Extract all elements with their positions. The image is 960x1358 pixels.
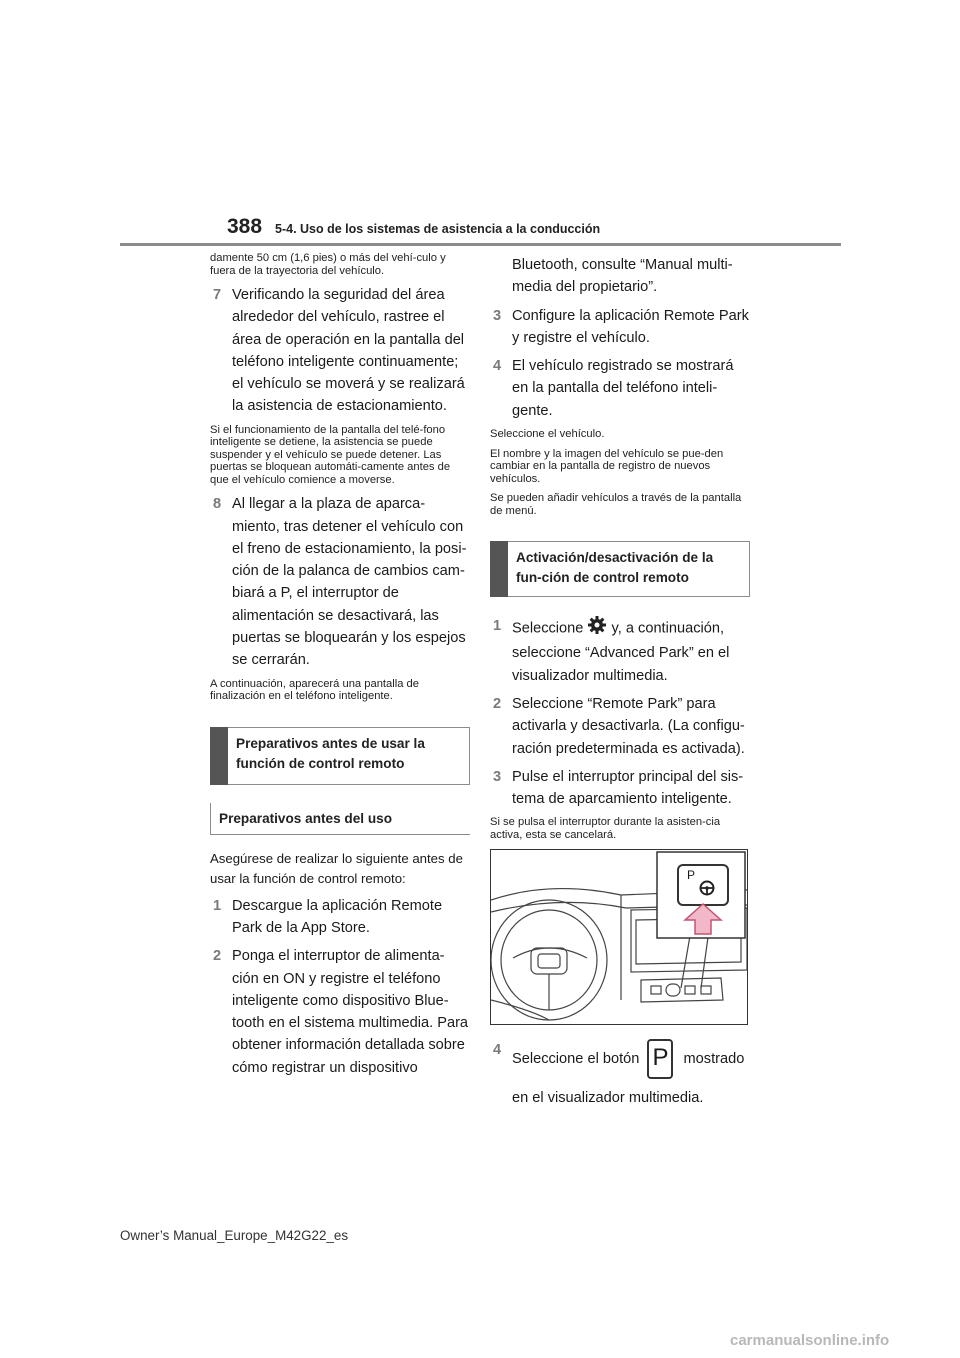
heading-bar bbox=[210, 727, 228, 785]
heading-bar bbox=[490, 541, 508, 597]
step-number: 4 bbox=[493, 358, 502, 375]
act-step-1 bbox=[490, 615, 750, 687]
park-assist-key-icon bbox=[677, 864, 729, 906]
key-label: P bbox=[687, 868, 696, 883]
subheading-preparativos-uso: Preparativos antes del uso bbox=[210, 803, 470, 835]
dashboard-illustration bbox=[490, 849, 748, 1025]
step-text-after: mostrado bbox=[683, 1051, 745, 1068]
step-7 bbox=[210, 284, 470, 418]
step-text: Ponga el interruptor de alimenta-ción en ON y registre el teléfono inteligente como dispositivo Blue-tooth en el sistema multimedia. Para obtener información detallada sobre cómo registrar un dispositivo bbox=[232, 948, 469, 1076]
watermark: carmanualsonline.info bbox=[730, 1332, 890, 1349]
arrow-up-icon bbox=[683, 902, 723, 941]
page-number: 388 bbox=[227, 215, 263, 238]
header-rule bbox=[120, 243, 841, 246]
note-cancel-assist: Si se pulsa el interruptor durante la asisten-cia activa, esta se cancelará. bbox=[490, 816, 721, 841]
step-text-before: Seleccione el botón bbox=[512, 1051, 640, 1068]
prep-step-3 bbox=[490, 305, 750, 350]
steering-wheel-icon bbox=[699, 880, 715, 901]
step-text-before: Seleccione bbox=[512, 620, 584, 637]
act-step-4 bbox=[490, 1039, 750, 1109]
heading-text: Preparativos antes de usar la función de control remoto bbox=[236, 735, 425, 771]
heading-preparativos-control-remoto bbox=[210, 727, 470, 785]
step-number: 4 bbox=[493, 1042, 502, 1059]
step-number: 2 bbox=[213, 948, 222, 965]
step-number: 1 bbox=[213, 897, 222, 914]
act-step-2 bbox=[490, 693, 750, 760]
step-number: 3 bbox=[493, 768, 502, 785]
prep-intro: Asegúrese de realizar lo siguiente antes de usar la función de control remoto: bbox=[210, 850, 463, 886]
left-column bbox=[210, 252, 470, 1085]
step-number: 3 bbox=[493, 307, 502, 324]
step-number: 7 bbox=[213, 287, 222, 303]
step-8 bbox=[210, 493, 470, 671]
step-text: Configure la aplicación Remote Park y registre el vehículo. bbox=[512, 307, 749, 346]
step-number: 2 bbox=[493, 695, 502, 712]
prep-step-2 bbox=[210, 945, 470, 1079]
heading-activacion-control-remoto bbox=[490, 541, 750, 597]
intro-note: damente 50 cm (1,6 pies) o más del vehí-culo y fuera de la trayectoria del vehículo. bbox=[210, 252, 446, 277]
step-number: 8 bbox=[213, 496, 222, 513]
note-after-step-7: Si el funcionamiento de la pantalla del telé-fono inteligente se detiene, la asistencia se puede suspender y el vehículo se puede detener. Las puertas se bloquean automáti-camente antes de que el vehículo comience a moverse. bbox=[210, 423, 451, 486]
prep-step-2-continued bbox=[490, 254, 750, 299]
prep-step-4 bbox=[490, 355, 750, 422]
step-text: Descargue la aplicación Remote Park de la App Store. bbox=[232, 897, 443, 936]
step-text: Seleccione “Remote Park” para activarla y desactivarla. (La configu-ración predeterminada es activada). bbox=[512, 695, 745, 757]
step-text: Verificando la seguridad del área alrededor del vehículo, rastree el área de operación en la pantalla del teléfono inteligente continuamente; el vehículo se moverá y se realizará la asistencia de estacionamiento. bbox=[232, 287, 465, 415]
right-column bbox=[490, 254, 750, 1116]
section-title: 5-4. Uso de los sistemas de asistencia a la conducción bbox=[275, 222, 601, 236]
note-vehicle-name: El nombre y la imagen del vehículo se pue-den cambiar en la pantalla de registro de nuevos vehículos. bbox=[490, 447, 724, 485]
park-assist-button-icon: P bbox=[647, 1039, 673, 1079]
step-text: El vehículo registrado se mostrará en la pantalla del teléfono inteli-gente. bbox=[512, 358, 734, 419]
step-text-after: y, a continuación, seleccione “Advanced Park” en el visualizador multimedia. bbox=[512, 620, 730, 684]
step-text-line2: en el visualizador multimedia. bbox=[512, 1090, 704, 1107]
note-select-vehicle: Seleccione el vehículo. bbox=[490, 428, 605, 441]
step-text: Al llegar a la plaza de aparca-miento, tras detener el vehículo con el freno de estacionamiento, la posi-ción de la palanca de cambios cam-biará a P, el interruptor de alimentación se desactivará, las puertas se bloquearán y los espejos se cerrarán. bbox=[232, 496, 467, 669]
gear-icon bbox=[587, 615, 607, 642]
step-number: 1 bbox=[493, 618, 502, 635]
footer-manual-id: Owner’s Manual_Europe_M42G22_es bbox=[120, 1228, 349, 1243]
prep-step-1 bbox=[210, 895, 470, 940]
act-step-3 bbox=[490, 766, 750, 811]
heading-text: Activación/desactivación de la fun-ción de control remoto bbox=[516, 550, 714, 586]
step-text: Pulse el interruptor principal del sis-tema de aparcamiento inteligente. bbox=[512, 768, 744, 808]
note-after-step-8: A continuación, aparecerá una pantalla de finalización en el teléfono inteligente. bbox=[210, 677, 419, 703]
note-add-vehicles: Se pueden añadir vehículos a través de la pantalla de menú. bbox=[490, 492, 742, 517]
step-text: Bluetooth, consulte “Manual multi-media del propietario”. bbox=[512, 257, 733, 296]
